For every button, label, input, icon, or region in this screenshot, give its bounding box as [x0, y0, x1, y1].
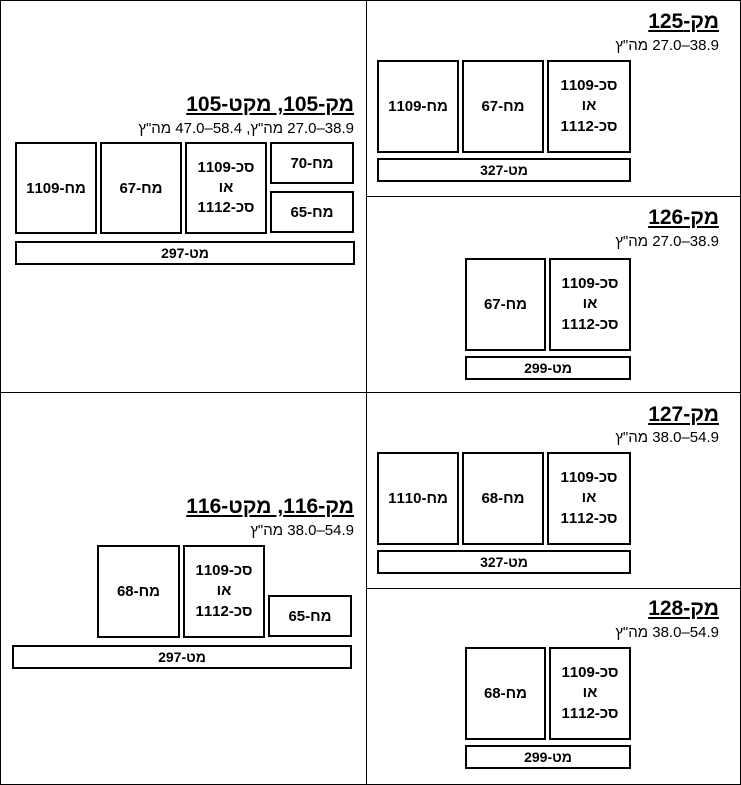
mh68-box: מח-68 [465, 647, 546, 740]
mh1109-box: מח-1109 [15, 142, 97, 234]
mh67-box: מח-67 [465, 258, 546, 351]
frequency-range: 54.9–38.0 מה"ץ [615, 624, 719, 641]
panel-title: מק-126 [648, 206, 719, 229]
box-line: או [582, 684, 598, 702]
sc-box [547, 60, 631, 153]
box-line: סכ-1109 [560, 469, 618, 487]
right-top-divider [366, 196, 741, 197]
box-line: או [216, 582, 232, 600]
base-bar: מט-297 [15, 241, 355, 265]
frequency-range: 54.9–38.0 מה"ץ [615, 429, 719, 446]
sc-box [549, 647, 631, 740]
box-line: או [582, 295, 598, 313]
base-bar: מט-299 [465, 745, 631, 769]
panel-title: מק-116, מקט-116 [186, 495, 354, 518]
right-bottom-divider [366, 588, 741, 589]
frequency-range: 38.9–27.0 מה"ץ, 58.4–47.0 מה"ץ [138, 120, 354, 137]
panel-title: מק-128 [648, 597, 719, 620]
frequency-range: 38.9–27.0 מה"ץ [615, 233, 719, 250]
mh65-box: מח-65 [270, 191, 354, 233]
frequency-range: 38.9–27.0 מה"ץ [615, 37, 719, 54]
box-line: סכ-1109 [561, 275, 619, 293]
box-line: סכ-1112 [195, 602, 253, 620]
box-line: סכ-1112 [197, 199, 255, 217]
panel-title: מק-125 [648, 10, 719, 33]
sc-box [183, 545, 265, 638]
sc-box [549, 258, 631, 351]
sc-box [547, 452, 631, 545]
box-line: או [581, 489, 597, 507]
base-bar: מט-327 [377, 158, 631, 182]
frequency-range: 54.9–38.0 מה"ץ [250, 522, 354, 539]
mh65-box: מח-65 [268, 595, 352, 637]
box-line: סכ-1112 [561, 315, 619, 333]
sc-box [185, 142, 267, 234]
box-line: או [218, 178, 234, 196]
box-line: סכ-1109 [560, 77, 618, 95]
mh68-box: מח-68 [97, 545, 180, 638]
base-bar: מט-297 [12, 645, 352, 669]
box-line: סכ-1109 [197, 158, 255, 176]
base-bar: מט-327 [377, 550, 631, 574]
mh1109-box: מח-1109 [377, 60, 459, 153]
middle-divider [0, 392, 741, 393]
mh1110-box: מח-1110 [377, 452, 459, 545]
mh70-box: מח-70 [270, 142, 354, 184]
box-line: סכ-1112 [561, 704, 619, 722]
mh67-box: מח-67 [462, 60, 544, 153]
box-line: סכ-1109 [561, 664, 619, 682]
box-line: סכ-1109 [195, 562, 253, 580]
box-line: או [581, 97, 597, 115]
panel-title: מק-105, מקט-105 [186, 93, 354, 116]
box-line: סכ-1112 [560, 509, 618, 527]
mh68-box: מח-68 [462, 452, 544, 545]
mh67-box: מח-67 [100, 142, 182, 234]
base-bar: מט-299 [465, 356, 631, 380]
box-line: סכ-1112 [560, 117, 618, 135]
panel-title: מק-127 [648, 403, 719, 426]
